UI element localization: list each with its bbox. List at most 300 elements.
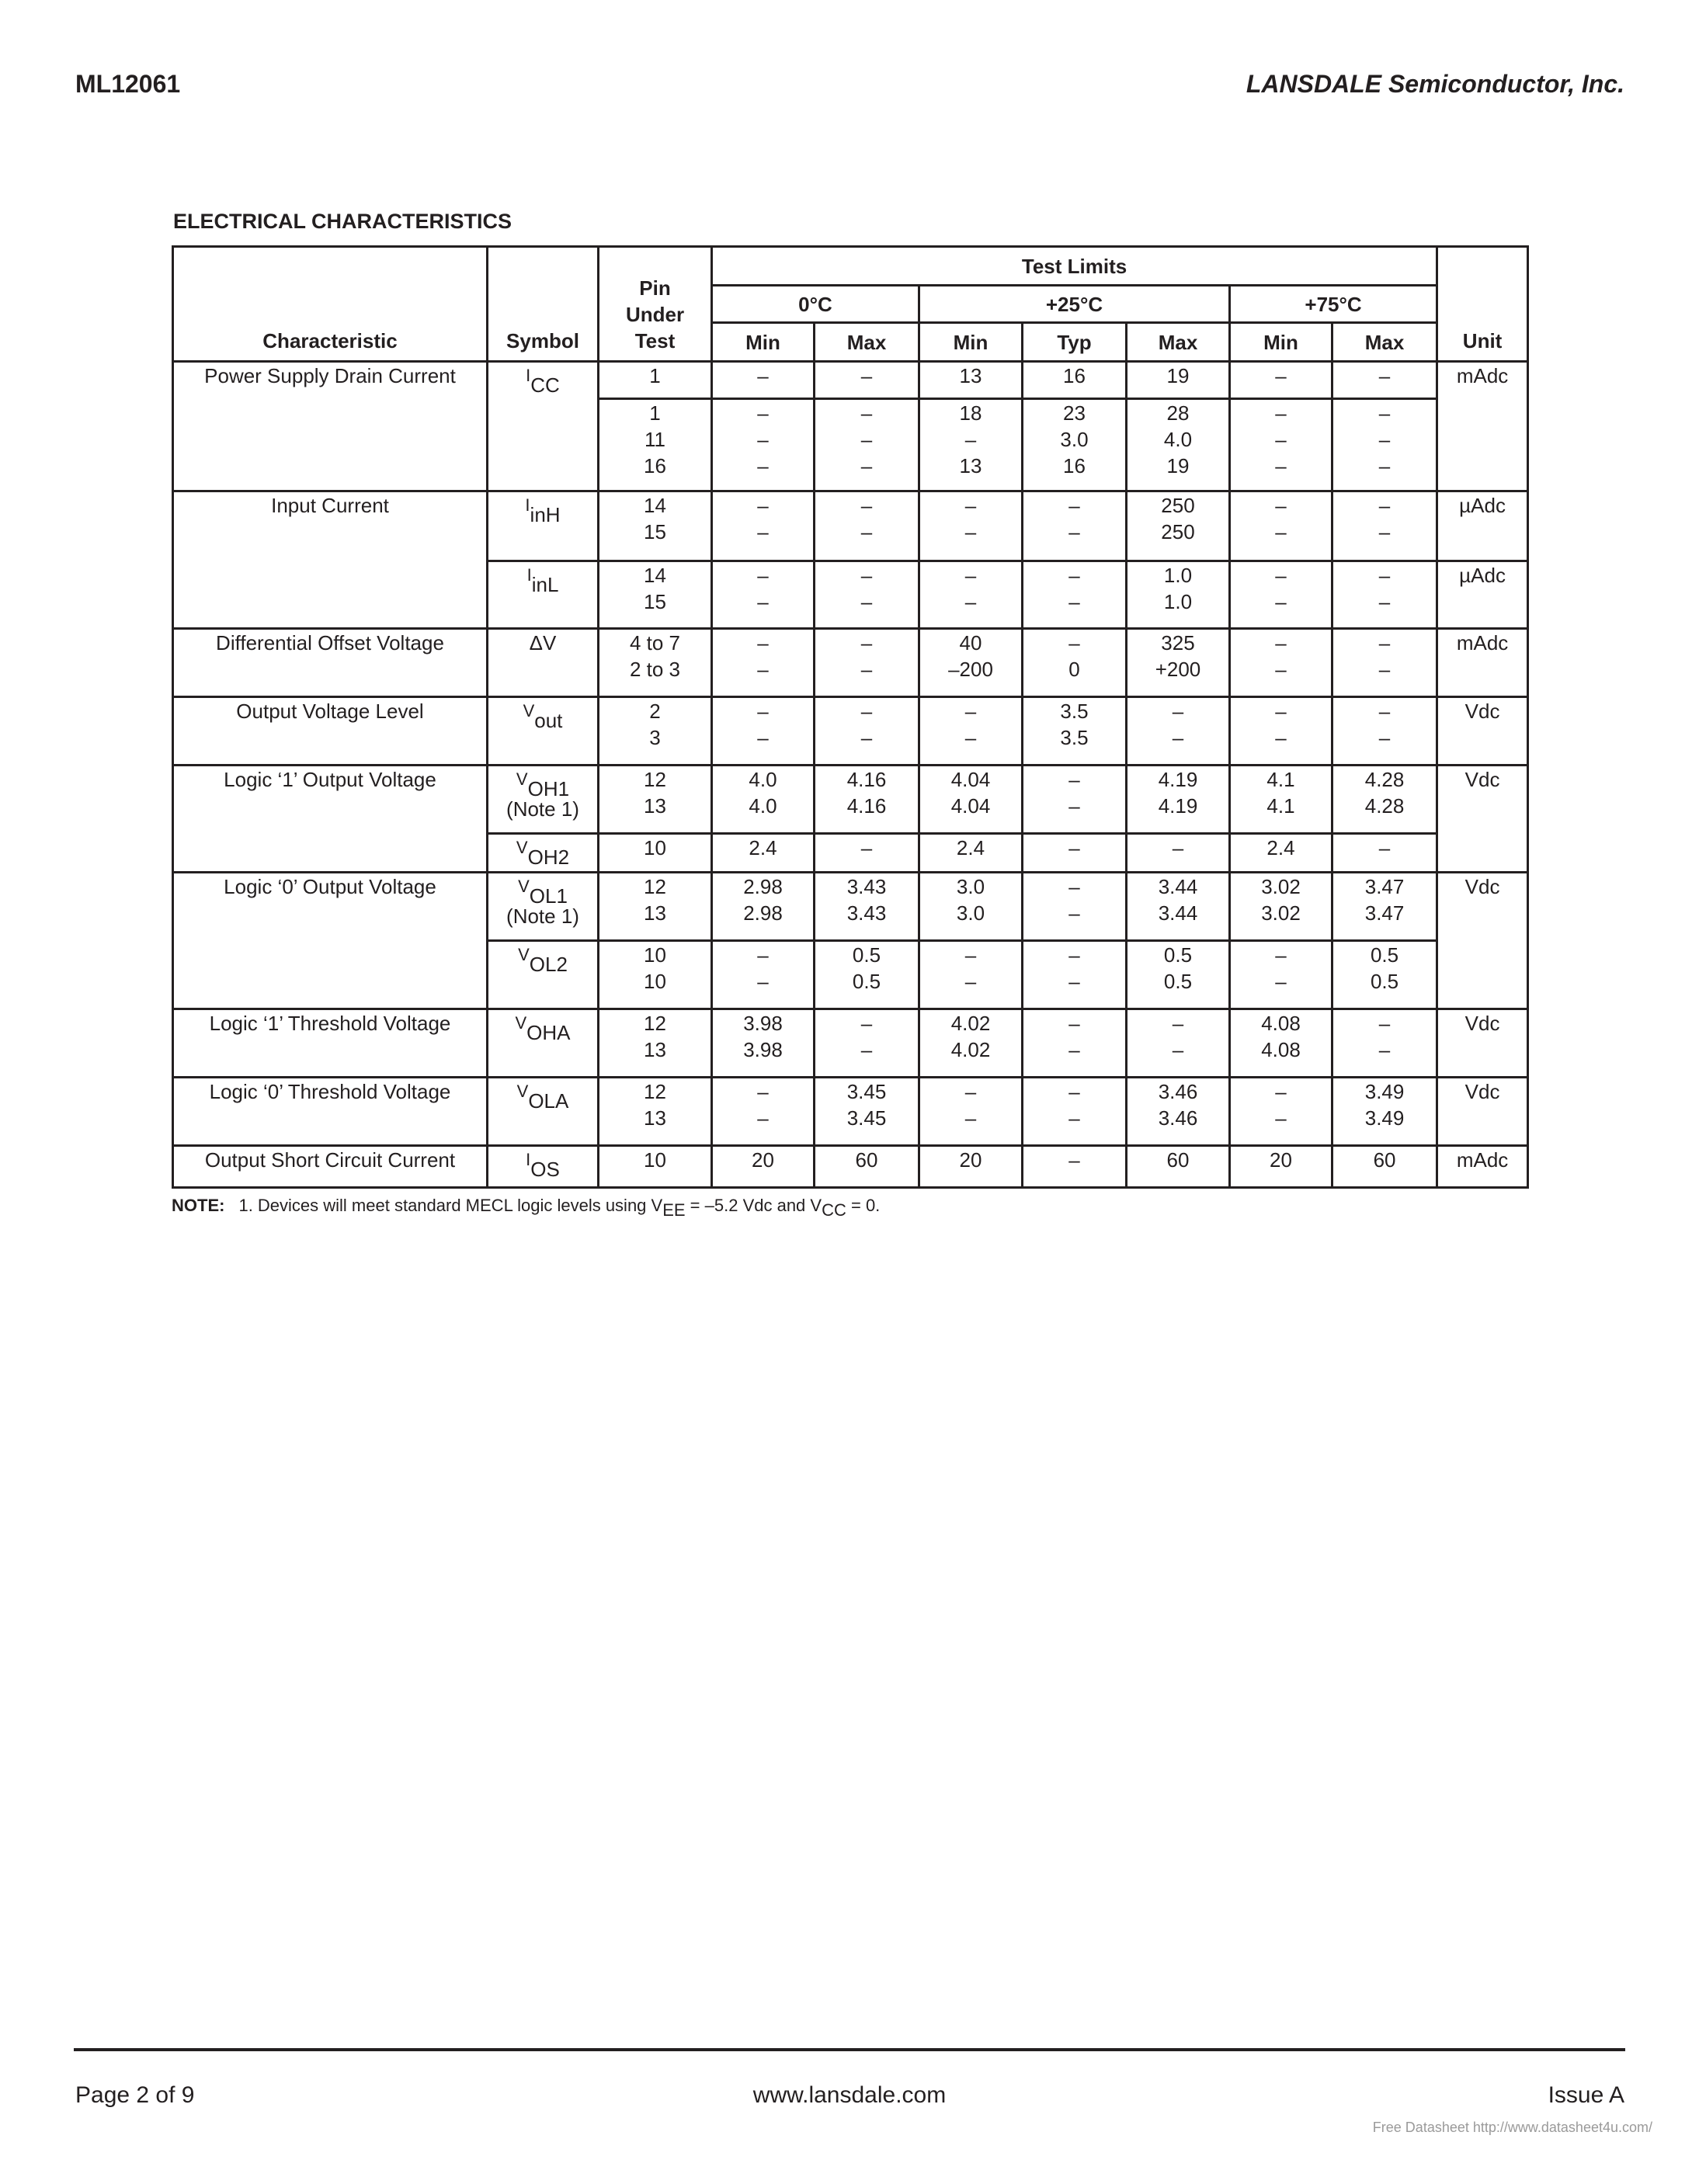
limit-value: –: [1172, 1038, 1184, 1061]
limit-cell: [712, 561, 815, 629]
limit-value: –: [1275, 401, 1287, 425]
limit-value: –: [1275, 943, 1287, 967]
limit-value: 0.5: [1163, 943, 1193, 967]
unit-cell: mAdc: [1437, 629, 1528, 697]
limit-cell: [919, 1078, 1023, 1146]
limit-cell: [815, 834, 919, 873]
limit-cell: [1332, 491, 1437, 561]
issue-label: Issue A: [1548, 2082, 1624, 2108]
note-text: = 0.: [846, 1196, 881, 1215]
limit-cell: [1230, 561, 1332, 629]
limit-value: 4.19: [1158, 794, 1198, 818]
limit-value: –: [1378, 520, 1391, 543]
limit-value: 3.46: [1158, 1080, 1198, 1103]
limit-value: –: [757, 590, 769, 613]
limit-value: –: [1378, 428, 1391, 451]
symbol-base: I: [526, 1150, 531, 1169]
limit-cell: [1127, 629, 1230, 697]
limit-cell: [1332, 697, 1437, 766]
limit-cell: [1127, 561, 1230, 629]
characteristic-cell: Power Supply Drain Current: [173, 362, 488, 491]
limit-value: 4.28: [1364, 794, 1405, 818]
pin-value: 14: [644, 564, 666, 587]
limit-cell: [1127, 834, 1230, 873]
header-pin-under-test: [599, 247, 712, 362]
limit-value: –: [1275, 658, 1287, 681]
limit-value: –: [860, 520, 873, 543]
header-temp-0c: 0°C: [712, 286, 919, 323]
limit-cell: [1023, 873, 1127, 941]
symbol-base: I: [525, 495, 530, 515]
limit-value: –: [1275, 564, 1287, 587]
limit-value: –: [757, 726, 769, 749]
limit-value: 16: [1063, 364, 1086, 387]
part-number: ML12061: [75, 70, 181, 98]
pin-value: 4 to 7: [629, 631, 681, 655]
limit-value: 0: [1068, 658, 1080, 681]
limit-cell: [1023, 834, 1127, 873]
limit-value: 3.02: [1261, 875, 1301, 898]
limit-value: 20: [752, 1148, 774, 1172]
limit-value: 3.98: [743, 1012, 783, 1035]
limit-cell: [1127, 399, 1230, 491]
limit-cell: [1332, 941, 1437, 1009]
limit-cell: [712, 766, 815, 834]
pin-value: 12: [644, 1080, 666, 1103]
note-label: NOTE:: [172, 1196, 225, 1215]
limit-cell: [815, 491, 919, 561]
unit-cell: µAdc: [1437, 491, 1528, 561]
pin-cell: [599, 1009, 712, 1078]
header-pin-line: Under: [625, 303, 685, 326]
header-sub: Min: [919, 323, 1023, 362]
limit-cell: [1332, 1009, 1437, 1078]
limit-cell: [1230, 399, 1332, 491]
characteristic-cell: Logic ‘1’ Output Voltage: [173, 766, 488, 873]
pin-cell: [599, 834, 712, 873]
limit-value: –: [1068, 520, 1080, 543]
limit-value: 4.16: [846, 768, 887, 791]
limit-value: –: [757, 943, 769, 967]
limit-value: –: [860, 658, 873, 681]
limit-value: 3.98: [743, 1038, 783, 1061]
limit-value: 2.4: [1266, 836, 1295, 859]
limit-value: –: [964, 726, 977, 749]
symbol-subscript: OL1: [529, 884, 568, 908]
limit-cell: [815, 561, 919, 629]
limit-cell: [1230, 697, 1332, 766]
limit-value: 16: [1063, 454, 1086, 477]
electrical-characteristics-table: [172, 245, 1529, 1189]
limit-value: 3.0: [1060, 428, 1089, 451]
limit-value: –: [1068, 901, 1080, 925]
characteristic-cell: Input Current: [173, 491, 488, 629]
limit-value: –: [757, 494, 769, 517]
limit-value: 3.49: [1364, 1080, 1405, 1103]
limit-value: 4.1: [1266, 768, 1295, 791]
unit-cell: Vdc: [1437, 766, 1528, 873]
limit-value: 1.0: [1163, 590, 1193, 613]
limit-value: 28: [1166, 401, 1190, 425]
limit-cell: [712, 1146, 815, 1188]
limit-value: 4.04: [950, 768, 991, 791]
symbol-cell: [488, 873, 599, 941]
limit-cell: [1023, 399, 1127, 491]
limit-cell: [815, 1146, 919, 1188]
limit-cell: [919, 561, 1023, 629]
limit-cell: [712, 491, 815, 561]
limit-value: 325: [1161, 631, 1195, 655]
symbol-subscript: inL: [531, 573, 559, 596]
symbol-subscript: OH1: [527, 777, 570, 800]
limit-value: 4.08: [1261, 1038, 1301, 1061]
limit-value: –: [1275, 590, 1287, 613]
limit-value: –: [1275, 364, 1287, 387]
limit-cell: [1332, 362, 1437, 399]
header-sub: Min: [712, 323, 815, 362]
limit-cell: [1332, 834, 1437, 873]
limit-value: –: [860, 590, 873, 613]
limit-cell: [919, 873, 1023, 941]
limit-value: –: [757, 700, 769, 723]
limit-cell: [712, 1078, 815, 1146]
limit-cell: [919, 399, 1023, 491]
header-characteristic: Characteristic: [173, 247, 488, 362]
limit-value: 13: [959, 364, 982, 387]
limit-value: –: [1275, 1080, 1287, 1103]
limit-value: –: [1068, 590, 1080, 613]
limit-value: 3.5: [1060, 726, 1089, 749]
limit-value: –: [1378, 726, 1391, 749]
symbol-cell: [488, 1146, 599, 1188]
limit-value: 4.0: [1163, 428, 1193, 451]
limit-value: 20: [1270, 1148, 1292, 1172]
limit-value: 3.47: [1364, 901, 1405, 925]
limit-value: 3.49: [1364, 1106, 1405, 1130]
limit-value: 19: [1166, 364, 1190, 387]
limit-cell: [712, 834, 815, 873]
limit-value: –: [1068, 1038, 1080, 1061]
table-row: [173, 1078, 1528, 1146]
limit-cell: [1127, 1009, 1230, 1078]
pin-value: 1: [649, 364, 661, 387]
symbol-note: (Note 1): [506, 797, 579, 821]
unit-cell: Vdc: [1437, 873, 1528, 1009]
limit-value: 23: [1063, 401, 1086, 425]
limit-value: 20: [959, 1148, 982, 1172]
limit-cell: [919, 629, 1023, 697]
symbol-base: V: [516, 1082, 529, 1101]
limit-value: –: [757, 454, 769, 477]
unit-cell: Vdc: [1437, 697, 1528, 766]
limit-value: –: [1378, 1012, 1391, 1035]
limit-cell: [815, 1078, 919, 1146]
section-title: ELECTRICAL CHARACTERISTICS: [173, 210, 512, 233]
pin-cell: [599, 873, 712, 941]
limit-cell: [1230, 941, 1332, 1009]
limit-value: 3.44: [1158, 875, 1198, 898]
limit-value: –: [757, 1106, 769, 1130]
pin-cell: [599, 629, 712, 697]
limit-value: 3.43: [846, 875, 887, 898]
pin-cell: [599, 766, 712, 834]
limit-cell: [1230, 1078, 1332, 1146]
pin-cell: [599, 1146, 712, 1188]
limit-cell: [815, 941, 919, 1009]
pin-value: 10: [644, 836, 666, 859]
limit-cell: [919, 697, 1023, 766]
limit-value: –: [860, 631, 873, 655]
symbol-subscript: inH: [530, 503, 561, 526]
limit-value: –: [1275, 520, 1287, 543]
table-row: [173, 1146, 1528, 1188]
limit-value: –: [757, 564, 769, 587]
pin-value: 13: [644, 1106, 666, 1130]
symbol-base: V: [523, 701, 535, 720]
limit-cell: [919, 1146, 1023, 1188]
limit-value: 0.5: [1370, 970, 1399, 993]
limit-value: 4.08: [1261, 1012, 1301, 1035]
limit-value: –: [964, 1080, 977, 1103]
limit-value: –: [860, 726, 873, 749]
pin-cell: [599, 362, 712, 399]
limit-value: –: [964, 564, 977, 587]
limit-value: –: [1172, 700, 1184, 723]
limit-value: –: [860, 364, 873, 387]
limit-value: 2.98: [743, 901, 783, 925]
pin-value: 10: [644, 943, 666, 967]
limit-value: –: [964, 428, 977, 451]
symbol-base: I: [526, 565, 532, 585]
limit-value: 250: [1161, 520, 1195, 543]
symbol-note: (Note 1): [506, 905, 579, 928]
unit-cell: µAdc: [1437, 561, 1528, 629]
limit-value: –: [1275, 700, 1287, 723]
limit-cell: [1127, 1078, 1230, 1146]
limit-value: –: [1172, 836, 1184, 859]
limit-value: –: [757, 631, 769, 655]
limit-value: 3.45: [846, 1106, 887, 1130]
limit-value: 4.16: [846, 794, 887, 818]
limit-cell: [919, 766, 1023, 834]
limit-value: 4.04: [950, 794, 991, 818]
header-temp-75c: +75°C: [1230, 286, 1437, 323]
limit-cell: [1023, 362, 1127, 399]
symbol-base: V: [518, 945, 530, 964]
table-row: [173, 873, 1528, 941]
limit-value: –: [757, 1080, 769, 1103]
limit-value: 4.02: [950, 1038, 991, 1061]
pin-cell: [599, 561, 712, 629]
header-pin-line: Test: [634, 329, 676, 352]
limit-cell: [815, 766, 919, 834]
limit-value: 0.5: [852, 970, 881, 993]
header-unit: Unit: [1437, 247, 1528, 362]
limit-cell: [1023, 491, 1127, 561]
limit-value: –: [1378, 401, 1391, 425]
limit-value: –: [964, 494, 977, 517]
symbol-cell: [488, 362, 599, 491]
pin-cell: [599, 1078, 712, 1146]
header-symbol: Symbol: [488, 247, 599, 362]
limit-value: 3.43: [846, 901, 887, 925]
pin-value: 14: [644, 494, 666, 517]
limit-value: 3.02: [1261, 901, 1301, 925]
pin-value: 16: [644, 454, 666, 477]
website-link[interactable]: www.lansdale.com: [752, 2082, 947, 2108]
pin-cell: [599, 697, 712, 766]
limit-value: –: [1275, 631, 1287, 655]
limit-value: –: [1068, 875, 1080, 898]
limit-cell: [712, 629, 815, 697]
limit-value: 3.0: [956, 875, 985, 898]
pin-value: 13: [644, 901, 666, 925]
limit-value: –: [1378, 454, 1391, 477]
symbol-cell: [488, 491, 599, 561]
characteristic-cell: Differential Offset Voltage: [173, 629, 488, 697]
limit-cell: [919, 941, 1023, 1009]
limit-cell: [1230, 1146, 1332, 1188]
limit-cell: [815, 629, 919, 697]
limit-cell: [1230, 766, 1332, 834]
limit-value: –: [1068, 1106, 1080, 1130]
limit-value: –: [757, 970, 769, 993]
limit-value: –: [964, 590, 977, 613]
limit-cell: [1023, 1146, 1127, 1188]
limit-value: –: [860, 454, 873, 477]
unit-cell: Vdc: [1437, 1078, 1528, 1146]
limit-value: –: [1275, 970, 1287, 993]
limit-cell: [1127, 1146, 1230, 1188]
symbol-base: V: [516, 769, 528, 789]
limit-value: –: [1378, 564, 1391, 587]
limit-value: 2.4: [749, 836, 777, 859]
symbol-subscript: OH2: [527, 845, 570, 869]
pin-value: 15: [644, 520, 666, 543]
limit-value: –: [1275, 1106, 1287, 1130]
limit-value: –: [1378, 658, 1391, 681]
pin-value: 12: [644, 875, 666, 898]
characteristic-cell: Logic ‘0’ Output Voltage: [173, 873, 488, 1009]
pin-value: 11: [645, 428, 665, 451]
limit-value: 0.5: [852, 943, 881, 967]
limit-cell: [1332, 873, 1437, 941]
limit-value: –: [1378, 590, 1391, 613]
table-note: [172, 1196, 881, 1220]
table-row: [173, 1009, 1528, 1078]
limit-cell: [1230, 873, 1332, 941]
limit-value: 4.0: [749, 794, 777, 818]
pin-cell: [599, 491, 712, 561]
limit-value: –: [1378, 631, 1391, 655]
limit-value: –: [1378, 1038, 1391, 1061]
symbol-subscript: OHA: [526, 1021, 571, 1044]
symbol-base: V: [515, 1013, 527, 1033]
limit-value: –: [1172, 1012, 1184, 1035]
limit-cell: [1127, 766, 1230, 834]
pin-cell: [599, 399, 712, 491]
limit-cell: [1023, 941, 1127, 1009]
header-sub: Max: [1127, 323, 1230, 362]
symbol-base: V: [518, 877, 530, 896]
limit-cell: [919, 834, 1023, 873]
symbol-cell: [488, 697, 599, 766]
table-row: [173, 629, 1528, 697]
table-row: [173, 491, 1528, 561]
limit-cell: [815, 697, 919, 766]
limit-cell: [1127, 697, 1230, 766]
characteristic-cell: Logic ‘0’ Threshold Voltage: [173, 1078, 488, 1146]
limit-value: 3.5: [1060, 700, 1089, 723]
limit-cell: [919, 362, 1023, 399]
limit-value: –: [1068, 1080, 1080, 1103]
limit-cell: [815, 1009, 919, 1078]
limit-value: –: [1275, 494, 1287, 517]
limit-cell: [712, 1009, 815, 1078]
limit-value: –: [757, 658, 769, 681]
pin-value: 2: [649, 700, 661, 723]
limit-value: –: [1378, 494, 1391, 517]
limit-cell: [712, 941, 815, 1009]
unit-cell: Vdc: [1437, 1009, 1528, 1078]
note-text: = –5.2 Vdc and V: [685, 1196, 822, 1215]
limit-value: –: [1068, 1148, 1080, 1172]
symbol-cell: [488, 1009, 599, 1078]
limit-cell: [1023, 1009, 1127, 1078]
limit-value: 4.19: [1158, 768, 1198, 791]
limit-value: –: [860, 700, 873, 723]
limit-value: –: [860, 1038, 873, 1061]
limit-cell: [1230, 834, 1332, 873]
table-body: [173, 362, 1528, 1188]
symbol-base: V: [516, 838, 528, 857]
limit-cell: [919, 1009, 1023, 1078]
pin-value: 1: [649, 401, 661, 425]
pin-value: 2 to 3: [629, 658, 681, 681]
table-row: [173, 766, 1528, 834]
limit-value: –: [1068, 564, 1080, 587]
symbol-base: ΔV: [529, 631, 557, 655]
limit-cell: [1230, 629, 1332, 697]
limit-cell: [815, 873, 919, 941]
limit-value: –: [1068, 836, 1080, 859]
limit-cell: [1127, 873, 1230, 941]
limit-value: –: [1068, 768, 1080, 791]
limit-value: –: [860, 494, 873, 517]
note-sub-vee: EE: [662, 1200, 686, 1220]
limit-value: 2.98: [743, 875, 783, 898]
pin-cell: [599, 941, 712, 1009]
limit-value: –: [757, 428, 769, 451]
limit-cell: [1332, 1078, 1437, 1146]
limit-value: 60: [1166, 1148, 1190, 1172]
limit-value: 19: [1166, 454, 1190, 477]
limit-value: –: [1378, 700, 1391, 723]
limit-value: –: [1068, 631, 1080, 655]
pin-value: 3: [649, 726, 661, 749]
limit-value: –: [964, 943, 977, 967]
limit-value: 3.46: [1158, 1106, 1198, 1130]
pin-value: 12: [644, 1012, 666, 1035]
limit-value: –: [757, 401, 769, 425]
limit-value: –: [964, 970, 977, 993]
limit-value: 4.1: [1266, 794, 1295, 818]
unit-cell: mAdc: [1437, 362, 1528, 491]
limit-value: –: [1378, 364, 1391, 387]
limit-value: –: [1068, 494, 1080, 517]
limit-cell: [1023, 1078, 1127, 1146]
header-sub: Max: [815, 323, 919, 362]
